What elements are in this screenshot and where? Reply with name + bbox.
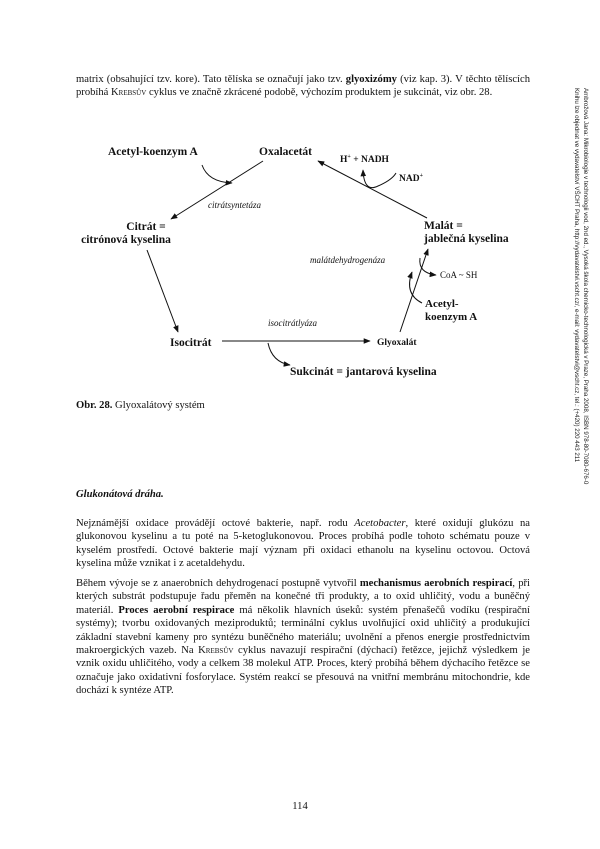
sidebar-citation xyxy=(570,88,590,678)
label-h-plus-nadh: H+ + NADH xyxy=(340,154,389,165)
enzyme-citratsyntetaza: citrátsyntetáza xyxy=(208,200,261,210)
enzyme-isocitratlyaza: isocitrátlyáza xyxy=(268,318,317,328)
enzyme-malatdehydrogenaza: malátdehydrogenáza xyxy=(310,255,386,265)
para2-text-1: Během vývoje se z anaerobních dehydrogenací postupně vytvořil xyxy=(76,578,360,589)
figure-caption xyxy=(76,400,205,411)
figure-label: Obr. 28. xyxy=(76,400,113,411)
node-oxalacetat: Oxalacetát xyxy=(259,146,313,158)
sidebar-line-1: Ambrožová Jana: Mikrobiologie v technologii vod, 2nd ed., Vysoká škola chemicko-technologická v Praze, Praha 2008, ISBN 978-80-7080-676-0 xyxy=(582,88,589,485)
para2-text-4: cyklus navazují respirační (dýchací) řetězce, jejichž výsledkem je vznik oxidu uhličitého, vody a celkem 38 molekul ATP. Proces, který probíhá během dýchacího řetězce se označuje jako oxidativní fosforylace. Systém reakcí se přesouvá na vnitřní membránu mitochondrie, kde dochází k syntéze ATP. xyxy=(76,645,530,697)
figure-caption-text: Glyoxalátový systém xyxy=(112,400,205,411)
arrow-oxalacetat-to-citrat xyxy=(171,161,263,219)
para1-text-1: Nejznámější oxidace provádějí octové bakterie, např. rodu xyxy=(76,518,355,529)
label-coa-sh: CoA ~ SH xyxy=(440,270,478,280)
label-nad-plus: NAD+ xyxy=(399,173,424,184)
node-acetyl-coa-2-line2: koenzym A xyxy=(425,311,478,323)
intro-term-glyoxizomy: glyoxizómy xyxy=(345,74,397,85)
para1-text-2: , které oxidují glukózu na glukonovou kyselinu a tu poté na 5-ketoglukonovou. Proces probíhá podle tohoto schématu pouze v kyselém prostředí. Octové bakterie mají význam při oxidaci ethanolu na kyselinu octovou. Octová kyselina může vznikat i z acetaldehydu. xyxy=(76,518,531,570)
section-heading: Glukonátová dráha. xyxy=(76,489,164,500)
para2-term-mechanismus: mechanismus aerobních respirací xyxy=(359,578,513,589)
arrow-glyoxalat-to-malat xyxy=(400,249,428,332)
node-acetyl-coa-2-line1: Acetyl- xyxy=(425,298,459,310)
intro-krebs: Krebsův xyxy=(111,87,147,99)
arrow-acetyl-coa-in xyxy=(202,165,232,183)
paragraph-glukonatova xyxy=(76,517,530,571)
node-sukcinat: Sukcinát = jantarová kyselina xyxy=(290,366,437,378)
paragraph-aerobni-respirace xyxy=(76,577,530,698)
para2-text-3: má několik hlavních úseků: systém přenašečů vodíku (respirační systémy); tvorbu oxidovaných meziproduktů; terminální cyklus uvolňující oxid uhličitý a produkující základní stavební kameny pro syntézu buněčného materiálu; uvolnění a přenos energie prostřednictvím makroergických vazeb. Na xyxy=(76,604,530,657)
para2-term-proces: Proces aerobní respirace xyxy=(118,604,235,616)
arrow-to-sukcinat xyxy=(268,343,290,365)
arrow-citrat-to-isocitrat xyxy=(147,250,178,332)
node-citrat-line1: Citrát = xyxy=(126,221,166,233)
arrow-nad-loop xyxy=(363,170,396,188)
intro-text-2: (viz kap. 3). V těchto tělíscích probíhá xyxy=(76,74,530,99)
node-glyoxalat: Glyoxalát xyxy=(377,338,417,348)
node-malat-line1: Malát = xyxy=(424,220,463,232)
sidebar-line-2: Knihu lze objednat ve vydavatelství VŠCHT Praha, http://vydavatelstvi.vscht.cz/, e-mail: vydavatelstvi@vscht.cz, tel.: (+420) 220 443 211 xyxy=(573,88,580,463)
node-isocitrat: Isocitrát xyxy=(170,337,212,349)
intro-text-1: matrix (obsahující tzv. kore). Tato tělíska se označují jako tzv. xyxy=(76,74,346,85)
intro-text-3: cyklus ve značně zkrácené podobě, výchozím produktem je sukcinát, viz obr. 28. xyxy=(146,87,493,99)
page-number: 114 xyxy=(292,801,308,812)
arrow-malat-to-oxalacetat xyxy=(318,161,427,218)
para2-krebs: Krebsův xyxy=(198,645,234,657)
node-malat-line2: jablečná kyselina xyxy=(424,233,509,245)
para2-text-2: , při kterých substrát podstupuje řadu přeměn na konečné tři produkty, a to oxid uhličitý, vodu a buněčný materiál. xyxy=(76,578,530,616)
node-acetyl-coa: Acetyl-koenzym A xyxy=(108,146,198,158)
node-citrat-line2: citrónová kyselina xyxy=(81,234,171,246)
para1-genus: Acetobacter xyxy=(354,518,406,529)
